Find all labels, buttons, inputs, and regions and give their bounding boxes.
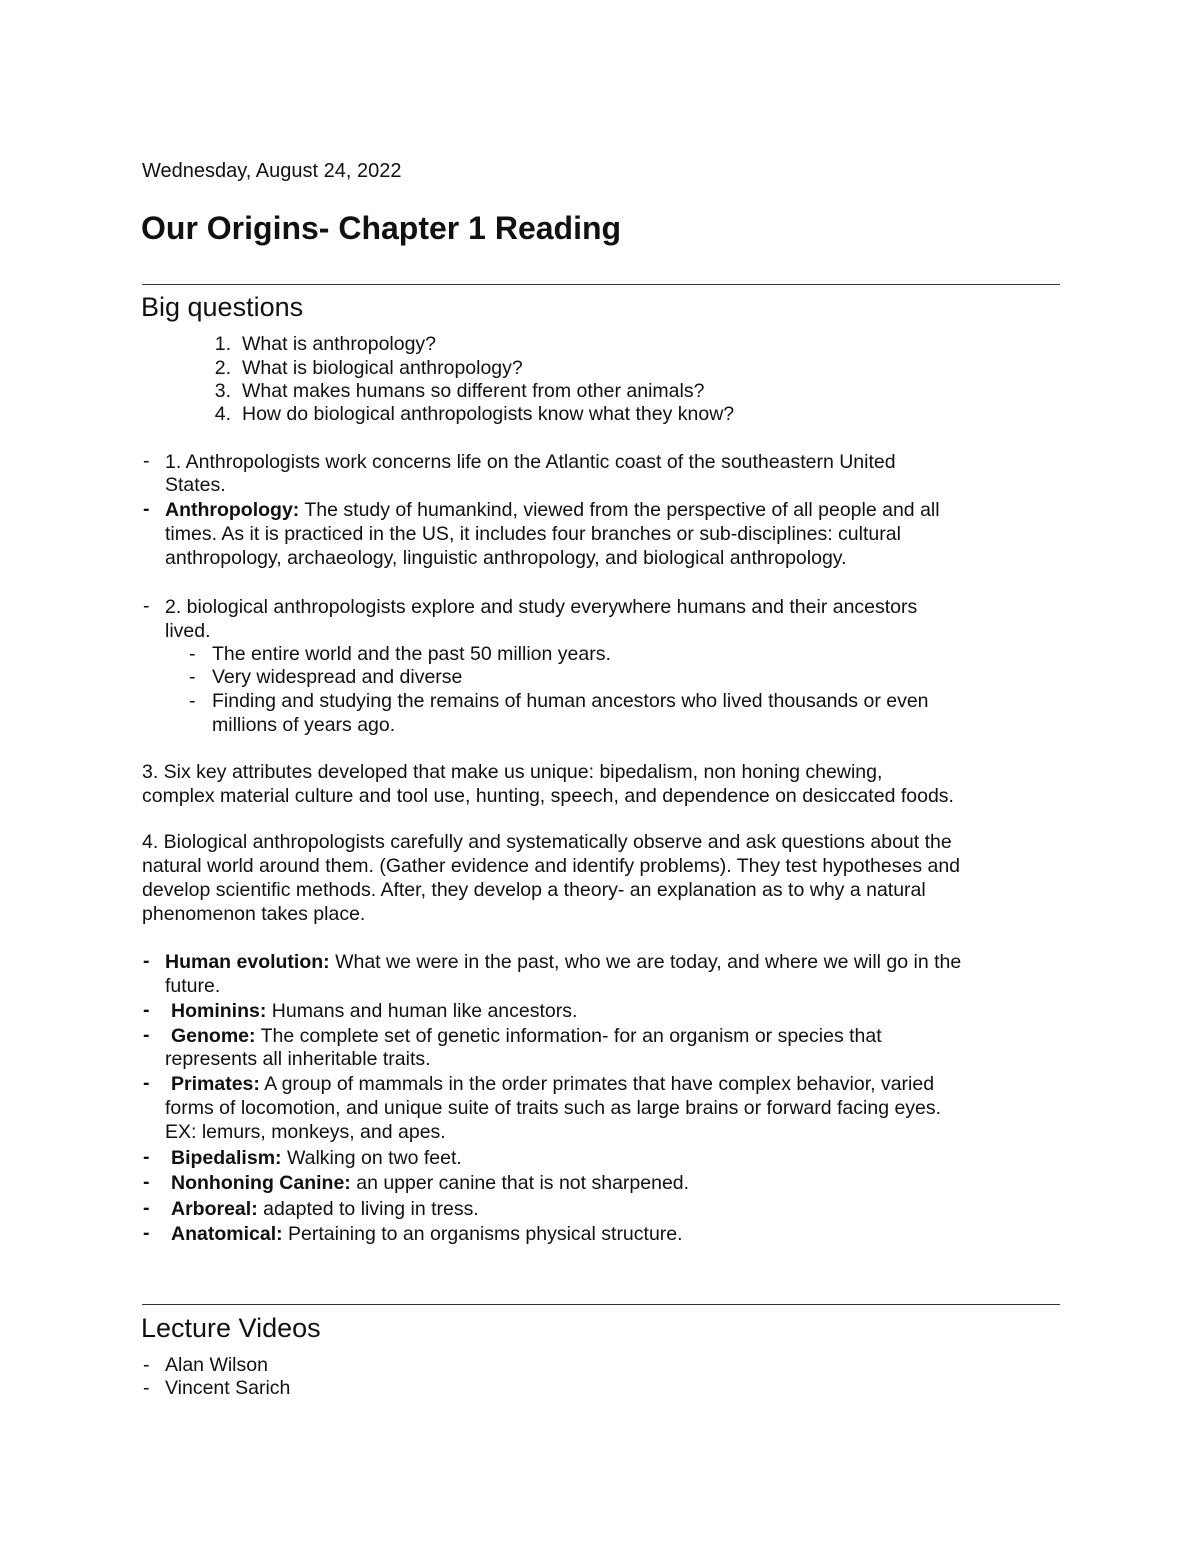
bullet-dash: - (143, 1072, 150, 1094)
bullet-dash: - (143, 1197, 150, 1219)
definition-hominins: Hominins: Humans and human like ancestors. (171, 1000, 578, 1022)
bullet-text: EX: lemurs, monkeys, and apes. (165, 1121, 446, 1143)
paragraph-text: 3. Six key attributes developed that make us unique: bipedalism, non honing chewing, (142, 761, 883, 783)
term: Primates: (171, 1073, 260, 1095)
definition-arboreal: Arboreal: adapted to living in tress. (171, 1198, 479, 1220)
definition-genome: Genome: The complete set of genetic information- for an organism or species that (171, 1025, 882, 1047)
bullet-text: 1. Anthropologists work concerns life on the Atlantic coast of the southeastern United (165, 451, 896, 473)
list-number: 2. (214, 357, 231, 379)
list-item: What is anthropology? (242, 333, 437, 355)
term: Anthropology: (165, 499, 300, 521)
sub-bullet-dash: - (189, 666, 196, 688)
sub-bullet-text: Finding and studying the remains of human ancestors who lived thousands or even (212, 690, 929, 712)
definition-nonhoning-canine: Nonhoning Canine: an upper canine that is not sharpened. (171, 1172, 690, 1194)
bullet-dash: - (143, 1146, 150, 1168)
definition-bipedalism: Bipedalism: Walking on two feet. (171, 1147, 462, 1169)
bullet-dash: - (143, 999, 150, 1021)
paragraph-text: complex material culture and tool use, hunting, speech, and dependence on desiccated foods. (142, 785, 954, 807)
paragraph-text: natural world around them. (Gather evidence and identify problems). They test hypotheses and (142, 855, 961, 877)
bullet-dash: - (143, 1354, 150, 1376)
divider (142, 284, 1060, 285)
paragraph-text: develop scientific methods. After, they develop a theory- an explanation as to why a natural (142, 879, 926, 901)
list-number: 1. (214, 333, 231, 355)
bullet-dash: - (143, 450, 150, 472)
bullet-dash: - (143, 1024, 150, 1046)
page-title: Our Origins- Chapter 1 Reading (141, 210, 622, 246)
sub-bullet-dash: - (189, 690, 196, 712)
bullet-dash: - (143, 1377, 150, 1399)
definition-human-evolution: Human evolution: What we were in the past, who we are today, and where we will go in the (165, 951, 962, 973)
note-date: Wednesday, August 24, 2022 (142, 160, 402, 182)
sub-bullet-text: The entire world and the past 50 million years. (212, 643, 611, 665)
list-item: Alan Wilson (165, 1354, 268, 1376)
bullet-text: anthropology, archaeology, linguistic anthropology, and biological anthropology. (165, 547, 847, 569)
sub-bullet-dash: - (189, 643, 196, 665)
bullet-text: times. As it is practiced in the US, it includes four branches or sub-disciplines: cultural (165, 523, 901, 545)
sub-bullet-text: millions of years ago. (212, 714, 396, 736)
list-item: What is biological anthropology? (242, 357, 523, 379)
bullet-text: represents all inheritable traits. (165, 1048, 431, 1070)
bullet-dash: - (143, 595, 150, 617)
list-item: How do biological anthropologists know what they know? (242, 403, 735, 425)
divider (142, 1304, 1060, 1305)
bullet-text: forms of locomotion, and unique suite of traits such as large brains or forward facing eyes. (165, 1097, 942, 1119)
list-item: What makes humans so different from other animals? (242, 380, 705, 402)
section-heading-lecture-videos: Lecture Videos (141, 1313, 321, 1343)
bullet-text: 2. biological anthropologists explore and study everywhere humans and their ancestors (165, 596, 918, 618)
term: Bipedalism: (171, 1147, 282, 1169)
bullet-dash: - (143, 498, 150, 520)
term: Human evolution: (165, 951, 330, 973)
paragraph-text: phenomenon takes place. (142, 903, 366, 925)
definition-anthropology: Anthropology: The study of humankind, viewed from the perspective of all people and all (165, 499, 940, 521)
term: Arboreal: (171, 1198, 258, 1220)
definition-primates: Primates: A group of mammals in the order primates that have complex behavior, varied (171, 1073, 935, 1095)
sub-bullet-text: Very widespread and diverse (212, 666, 463, 688)
bullet-text: States. (165, 474, 226, 496)
term: Anatomical: (171, 1223, 283, 1245)
definition-anatomical: Anatomical: Pertaining to an organisms physical structure. (171, 1223, 683, 1245)
list-item: Vincent Sarich (165, 1377, 291, 1399)
term: Nonhoning Canine: (171, 1172, 351, 1194)
list-number: 3. (214, 380, 231, 402)
paragraph-text: 4. Biological anthropologists carefully and systematically observe and ask questions about the (142, 831, 952, 853)
bullet-dash: - (143, 1222, 150, 1244)
bullet-text: lived. (165, 620, 211, 642)
section-heading-big-questions: Big questions (141, 292, 304, 322)
term: Hominins: (171, 1000, 267, 1022)
bullet-text: future. (165, 975, 221, 997)
bullet-dash: - (143, 950, 150, 972)
term: Genome: (171, 1025, 256, 1047)
list-number: 4. (214, 403, 231, 425)
bullet-dash: - (143, 1171, 150, 1193)
